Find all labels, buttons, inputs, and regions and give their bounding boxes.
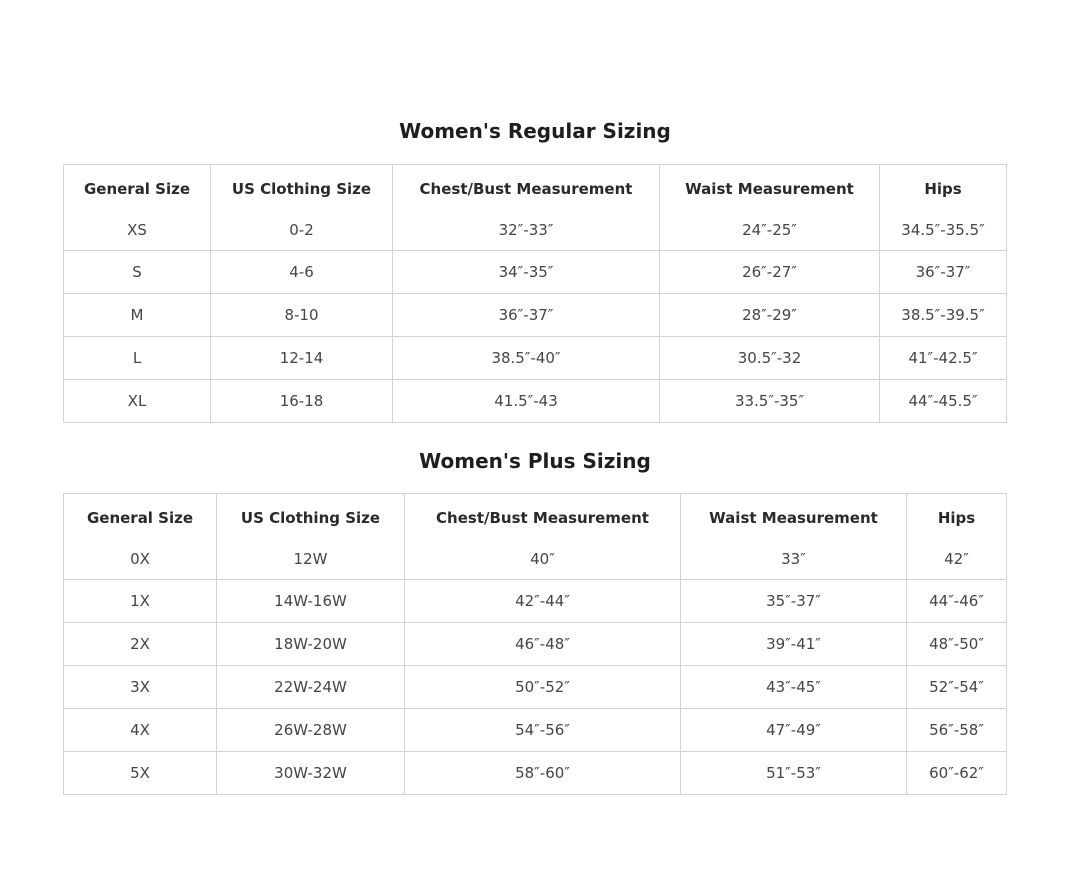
header-us-clothing-size: US Clothing Size <box>211 165 393 211</box>
cell-waist: 30.5″-32 <box>660 337 880 380</box>
cell-general-size: 5X <box>64 752 217 795</box>
cell-hips: 36″-37″ <box>880 251 1007 294</box>
header-chest-bust: Chest/Bust Measurement <box>393 165 660 211</box>
cell-waist: 24″-25″ <box>660 210 880 251</box>
table-header-row <box>64 494 1007 540</box>
cell-hips: 52″-54″ <box>907 666 1007 709</box>
cell-chest-bust: 54″-56″ <box>405 709 681 752</box>
cell-waist: 33.5″-35″ <box>660 380 880 423</box>
table-row <box>64 580 1007 623</box>
cell-chest-bust: 50″-52″ <box>405 666 681 709</box>
cell-general-size: 3X <box>64 666 217 709</box>
cell-us-clothing-size: 8-10 <box>211 294 393 337</box>
cell-us-clothing-size: 18W-20W <box>217 623 405 666</box>
cell-waist: 43″-45″ <box>681 666 907 709</box>
cell-us-clothing-size: 0-2 <box>211 210 393 251</box>
table-row <box>64 251 1007 294</box>
cell-chest-bust: 40″ <box>405 539 681 580</box>
header-waist: Waist Measurement <box>660 165 880 211</box>
table-header-row <box>64 165 1007 211</box>
cell-chest-bust: 36″-37″ <box>393 294 660 337</box>
cell-hips: 60″-62″ <box>907 752 1007 795</box>
cell-chest-bust: 32″-33″ <box>393 210 660 251</box>
cell-chest-bust: 41.5″-43 <box>393 380 660 423</box>
header-general-size: General Size <box>64 494 217 540</box>
cell-general-size: S <box>64 251 211 294</box>
table-row <box>64 337 1007 380</box>
cell-us-clothing-size: 4-6 <box>211 251 393 294</box>
cell-us-clothing-size: 14W-16W <box>217 580 405 623</box>
cell-hips: 41″-42.5″ <box>880 337 1007 380</box>
table-row <box>64 380 1007 423</box>
cell-hips: 42″ <box>907 539 1007 580</box>
plus-sizing-table <box>63 493 1007 795</box>
table-row <box>64 623 1007 666</box>
cell-us-clothing-size: 26W-28W <box>217 709 405 752</box>
cell-chest-bust: 34″-35″ <box>393 251 660 294</box>
cell-hips: 34.5″-35.5″ <box>880 210 1007 251</box>
cell-general-size: 0X <box>64 539 217 580</box>
header-us-clothing-size: US Clothing Size <box>217 494 405 540</box>
cell-general-size: XL <box>64 380 211 423</box>
cell-hips: 56″-58″ <box>907 709 1007 752</box>
cell-general-size: L <box>64 337 211 380</box>
header-chest-bust: Chest/Bust Measurement <box>405 494 681 540</box>
cell-waist: 51″-53″ <box>681 752 907 795</box>
table-row <box>64 666 1007 709</box>
cell-general-size: XS <box>64 210 211 251</box>
cell-general-size: 2X <box>64 623 217 666</box>
table-row <box>64 210 1007 251</box>
table-row <box>64 539 1007 580</box>
regular-sizing-title: Women's Regular Sizing <box>399 119 671 143</box>
cell-waist: 39″-41″ <box>681 623 907 666</box>
regular-sizing-table <box>63 164 1007 423</box>
cell-hips: 38.5″-39.5″ <box>880 294 1007 337</box>
cell-chest-bust: 46″-48″ <box>405 623 681 666</box>
cell-us-clothing-size: 12W <box>217 539 405 580</box>
header-waist: Waist Measurement <box>681 494 907 540</box>
cell-hips: 44″-45.5″ <box>880 380 1007 423</box>
table-row <box>64 752 1007 795</box>
cell-general-size: M <box>64 294 211 337</box>
header-hips: Hips <box>880 165 1007 211</box>
cell-waist: 35″-37″ <box>681 580 907 623</box>
cell-us-clothing-size: 30W-32W <box>217 752 405 795</box>
cell-waist: 28″-29″ <box>660 294 880 337</box>
header-general-size: General Size <box>64 165 211 211</box>
cell-general-size: 4X <box>64 709 217 752</box>
cell-general-size: 1X <box>64 580 217 623</box>
table-row <box>64 294 1007 337</box>
cell-hips: 48″-50″ <box>907 623 1007 666</box>
cell-chest-bust: 42″-44″ <box>405 580 681 623</box>
cell-waist: 26″-27″ <box>660 251 880 294</box>
plus-sizing-title: Women's Plus Sizing <box>419 449 651 473</box>
table-row <box>64 709 1007 752</box>
header-hips: Hips <box>907 494 1007 540</box>
cell-waist: 33″ <box>681 539 907 580</box>
cell-waist: 47″-49″ <box>681 709 907 752</box>
cell-chest-bust: 38.5″-40″ <box>393 337 660 380</box>
cell-hips: 44″-46″ <box>907 580 1007 623</box>
cell-us-clothing-size: 16-18 <box>211 380 393 423</box>
cell-us-clothing-size: 12-14 <box>211 337 393 380</box>
cell-us-clothing-size: 22W-24W <box>217 666 405 709</box>
cell-chest-bust: 58″-60″ <box>405 752 681 795</box>
